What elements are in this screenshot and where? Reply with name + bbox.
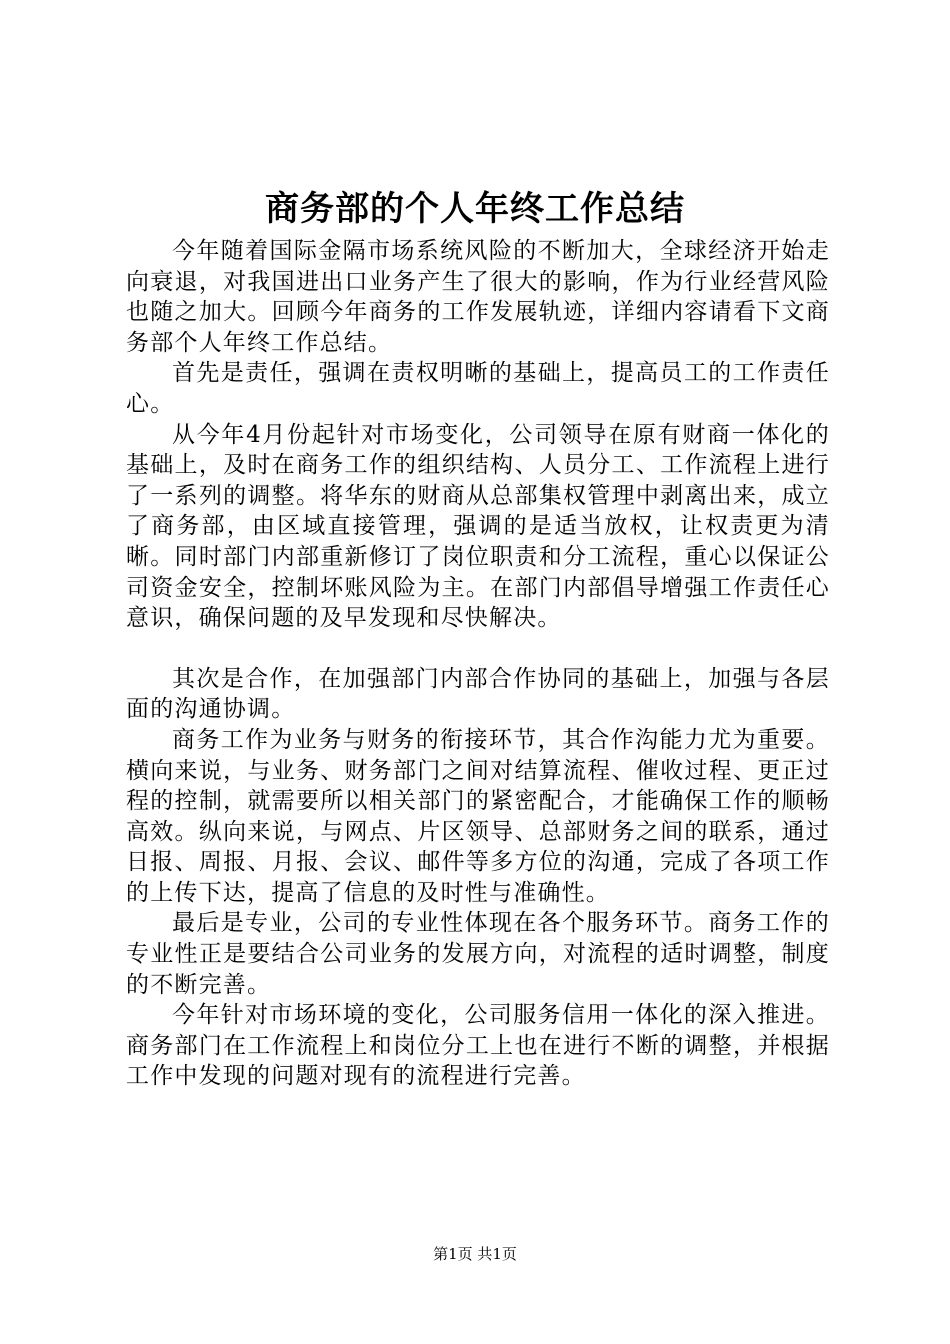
paragraph-restructuring: 从今年4月份起针对市场变化，公司领导在原有财商一体化的基础上，及时在商务工作的组织结构、人员分工、工作流程上进行了一系列的调整。将华东的财商从总部集权管理中剥离出来，成立了商务部，由区域直接管理，强调的是适当放权，让权责更为清晰。同时部门内部重新修订了岗位职责和分工流程，重心以保证公司资金安全，控制坏账风险为主。在部门内部倡导增强工作责任心意识，确保问题的及早发现和尽快解决。 bbox=[126, 421, 830, 632]
page-footer: 第1页 共1页 bbox=[433, 1245, 517, 1263]
page-title: 商务部的个人年终工作总结 bbox=[265, 189, 685, 229]
paragraph-improvement: 今年针对市场环境的变化，公司服务信用一体化的深入推进。商务部门在工作流程上和岗位分工上也在进行不断的调整，并根据工作中发现的问题对现有的流程进行完善。 bbox=[126, 1002, 830, 1090]
paragraph-cooperation: 其次是合作，在加强部门内部合作协同的基础上，加强与各层面的沟通协调。 bbox=[126, 665, 830, 723]
paragraph-professionalism: 最后是专业，公司的专业性体现在各个服务环节。商务工作的专业性正是要结合公司业务的发展方向，对流程的适时调整，制度的不断完善。 bbox=[126, 910, 830, 998]
paragraph-communication: 商务工作为业务与财务的衔接环节，其合作沟能力尤为重要。横向来说，与业务、财务部门之间对结算流程、催收过程、更正过程的控制，就需要所以相关部门的紧密配合，才能确保工作的顺畅高效。纵向来说，与网点、片区领导、总部财务之间的联系，通过日报、周报、月报、会议、邮件等多方位的沟通，完成了各项工作的上传下达，提高了信息的及时性与准确性。 bbox=[126, 726, 830, 906]
paragraph-intro: 今年随着国际金隔市场系统风险的不断加大，全球经济开始走向衰退，对我国进出口业务产生了很大的影响，作为行业经营风险也随之加大。回顾今年商务的工作发展轨迹，详细内容请看下文商务部个人年终工作总结。 bbox=[126, 238, 830, 356]
document-body bbox=[126, 236, 830, 1092]
paragraph-responsibility: 首先是责任，强调在责权明晰的基础上，提高员工的工作责任心。 bbox=[126, 360, 830, 417]
